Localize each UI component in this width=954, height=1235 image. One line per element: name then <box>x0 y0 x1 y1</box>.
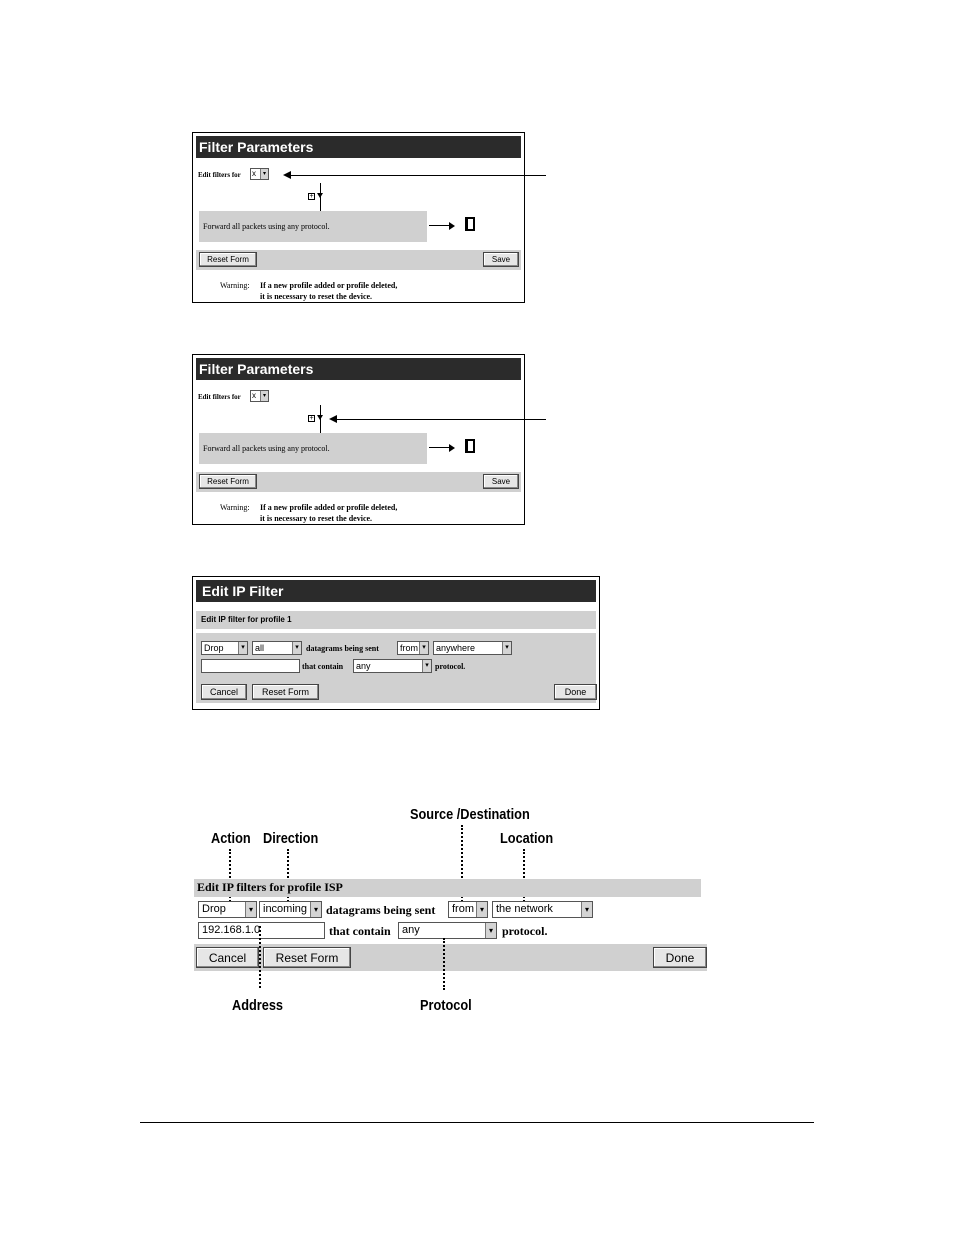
filter-parameters-panel-1 <box>192 132 525 303</box>
subtitle-bar <box>196 611 596 629</box>
filter-rule-row[interactable] <box>199 211 427 242</box>
callout-line-protocol <box>443 938 445 990</box>
profile-header-bar <box>194 879 701 897</box>
profile-select[interactable] <box>250 168 269 180</box>
plus-box-icon[interactable]: + <box>309 415 314 422</box>
protocol-text: protocol. <box>502 924 548 938</box>
chevron-down-icon: ▾ <box>260 391 268 401</box>
done-button[interactable]: Done <box>554 684 597 700</box>
save-button[interactable]: Save <box>483 474 519 489</box>
action-select[interactable] <box>198 901 257 918</box>
source-destination-value: from <box>452 903 474 915</box>
protocol-value: any <box>356 661 371 671</box>
panel-title: Filter Parameters <box>196 136 521 158</box>
down-arrow-icon <box>317 415 323 420</box>
protocol-value: any <box>402 924 420 936</box>
chevron-down-icon: ▾ <box>476 902 487 917</box>
save-button[interactable]: Save <box>483 252 519 267</box>
filter-rule-text: Forward all packets using any protocol. <box>203 444 330 453</box>
callout-line-address <box>259 926 261 988</box>
source-destination-select[interactable] <box>397 641 429 655</box>
callout-arrowhead-icon <box>329 415 337 423</box>
datagrams-text: datagrams being sent <box>326 903 436 917</box>
action-value: Drop <box>202 903 226 915</box>
callout-location: Location <box>500 830 554 847</box>
location-select[interactable] <box>433 641 512 655</box>
that-contain-text: that contain <box>329 924 391 938</box>
profile-select-value: x <box>252 169 256 178</box>
protocol-select[interactable] <box>353 659 432 673</box>
panel-subtitle: Edit IP filter for profile 1 <box>201 615 292 624</box>
chevron-down-icon: ▾ <box>419 642 428 654</box>
warning-label: Warning: <box>220 503 250 512</box>
bookmark-icon[interactable] <box>465 439 475 453</box>
that-contain-text: that contain <box>302 662 344 671</box>
chevron-down-icon: ▾ <box>422 660 431 672</box>
profile-select[interactable] <box>250 390 269 402</box>
datagrams-text: datagrams being sent <box>306 644 379 653</box>
action-value: Drop <box>204 643 224 653</box>
reset-form-button[interactable]: Reset Form <box>199 252 257 267</box>
warning-line-1: If a new profile added or profile deleted, <box>260 281 398 290</box>
callout-line-insert <box>336 419 546 420</box>
location-value: the network <box>496 903 553 915</box>
warning-label: Warning: <box>220 281 250 290</box>
direction-select[interactable] <box>259 901 322 918</box>
chevron-down-icon: ▾ <box>310 902 321 917</box>
warning-line-1: If a new profile added or profile deleted, <box>260 503 398 512</box>
cancel-button[interactable]: Cancel <box>201 684 247 700</box>
callout-source-destination: Source /Destination <box>410 806 530 823</box>
chevron-down-icon: ▾ <box>245 902 256 917</box>
edit-ip-filter-panel <box>192 576 600 710</box>
down-arrow-icon <box>317 193 323 198</box>
location-select[interactable] <box>492 901 593 918</box>
plus-box-icon[interactable]: + <box>309 193 314 200</box>
rule-pointer-line <box>429 447 451 448</box>
address-input[interactable]: 192.168.1.0 <box>198 922 325 939</box>
callout-address: Address <box>232 997 284 1014</box>
filter-rule-row[interactable] <box>199 433 427 464</box>
panel-title: Edit IP Filter <box>196 580 596 602</box>
arrowhead-icon <box>449 444 455 452</box>
source-destination-select[interactable] <box>448 901 488 918</box>
address-input[interactable] <box>201 659 300 673</box>
callout-line-profile <box>290 175 546 176</box>
chevron-down-icon: ▾ <box>581 902 592 917</box>
arrowhead-icon <box>449 222 455 230</box>
filter-rule-text: Forward all packets using any protocol. <box>203 222 330 231</box>
protocol-select[interactable] <box>398 922 497 939</box>
chevron-down-icon: ▾ <box>485 923 496 938</box>
callout-arrowhead-icon <box>283 171 291 179</box>
filter-parameters-panel-2 <box>192 354 525 525</box>
edit-filters-label: Edit filters for <box>198 393 241 401</box>
warning-line-2: it is necessary to reset the device. <box>260 514 373 523</box>
chevron-down-icon: ▾ <box>502 642 511 654</box>
profile-header: Edit IP filters for profile ISP <box>197 880 343 894</box>
done-button[interactable]: Done <box>653 947 707 968</box>
chevron-down-icon: ▾ <box>260 169 268 179</box>
footer-rule <box>140 1122 814 1123</box>
panel-title: Filter Parameters <box>196 358 521 380</box>
direction-select[interactable] <box>252 641 302 655</box>
warning-line-2: it is necessary to reset the device. <box>260 292 373 301</box>
callout-action: Action <box>211 830 251 847</box>
chevron-down-icon: ▾ <box>238 642 247 654</box>
reset-form-button[interactable]: Reset Form <box>263 947 351 968</box>
bookmark-icon[interactable] <box>465 217 475 231</box>
direction-value: incoming <box>263 903 308 915</box>
reset-form-button[interactable]: Reset Form <box>199 474 257 489</box>
callout-protocol: Protocol <box>420 997 472 1014</box>
direction-value: all <box>255 643 265 653</box>
callout-direction: Direction <box>263 830 319 847</box>
protocol-text: protocol. <box>435 662 466 671</box>
action-select[interactable] <box>201 641 248 655</box>
profile-select-value: x <box>252 391 256 400</box>
source-destination-value: from <box>400 643 418 653</box>
reset-form-button[interactable]: Reset Form <box>252 684 319 700</box>
rule-pointer-line <box>429 225 451 226</box>
location-value: anywhere <box>436 643 476 653</box>
cancel-button[interactable]: Cancel <box>196 947 259 968</box>
edit-filters-label: Edit filters for <box>198 171 241 179</box>
chevron-down-icon: ▾ <box>292 642 301 654</box>
